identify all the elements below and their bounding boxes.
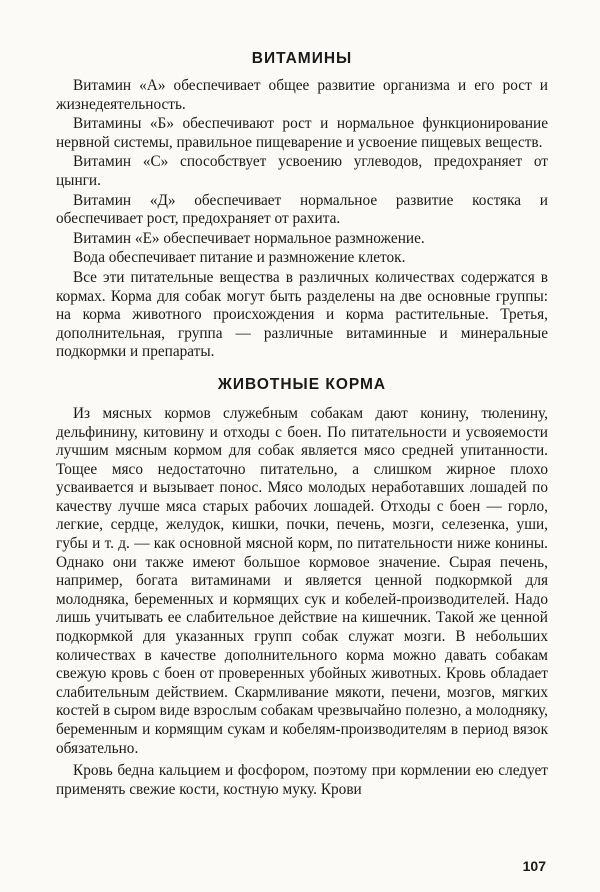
- paragraph: Витамин «Д» обеспечивает нормальное развитие костяка и обеспечивает рост, предохраняет от рахита.: [56, 191, 548, 228]
- page-number: 107: [522, 858, 546, 874]
- paragraph: Все эти питательные вещества в различных количествах содержатся в кормах. Корма для собак могут быть разделены на две основные группы: на корма животного происхождения и корма растительные. Третья, дополнительная, группа — различные витаминные и минеральные подкормки и препараты.: [56, 268, 548, 361]
- section-heading-animal-feed: ЖИВОТНЫЕ КОРМА: [217, 375, 387, 393]
- animal-feed-section: [56, 376, 548, 799]
- paragraph: Вода обеспечивает питание и размножение клеток.: [73, 249, 406, 267]
- vitamins-section: [56, 0, 548, 362]
- paragraph: Витамин «Е» обеспечивает нормальное размножение.: [73, 229, 425, 247]
- paragraph: Витамины «Б» обеспечивают рост и нормальное функционирование нервной системы, правильное пищеварение и усвоение пищевых веществ.: [56, 115, 548, 151]
- paragraph: Кровь бедна кальцием и фосфором, поэтому при кормлении ею следует применять свежие кости, костную муку. Крови: [56, 762, 548, 798]
- section-heading-vitamins: ВИТАМИНЫ: [251, 50, 353, 67]
- paragraph: Из мясных кормов служебным собакам дают конину, тюленину, дельфинину, китовину и отходы с боен. По питательности и усвояемости лучшим мясным кормом для собак является мясо средней упитанности. Тощее мясо недостаточно питательно, а слишком жирное плохо усваивается и вызывает понос. Мясо молодых неработавших лошадей по качеству лучше мяса старых рабочих лошадей. Отходы с боен — горло, легкие, сердце, желудок, кишки, почки, печень, мозги, селезенка, уши, губы и т. д. — как основной мясной корм, по питательности ниже конины. Однако они также имеют большое кормовое значение. Сырая печень, например, богата витаминами и является ценной подкормкой для молодняка, беременных и кормящих сук и кобелей-производителей. Надо лишь учитывать ее слабительное действие на кишечник. Такой же ценной подкормкой для указанных групп собак служат мозги. В небольших количествах в качестве дополнительного корма можно давать собакам свежую кровь с боен от проверенных убойных животных. Кровь обладает слабительным действием. Скармливание мякоти, печени, мозгов, мягких костей в сыром виде взрослым собакам чрезвычайно полезно, а молодняку, беременным и кормящим сукам и кобелям-производителям в период вязок обязательно.: [56, 404, 548, 757]
- paragraph: Витамин «А» обеспечивает общее развитие организма и его рост и жизнедеятельность.: [56, 77, 548, 113]
- paragraph: Витамин «С» способствует усвоению углеводов, предохраняет от цынги.: [56, 153, 548, 189]
